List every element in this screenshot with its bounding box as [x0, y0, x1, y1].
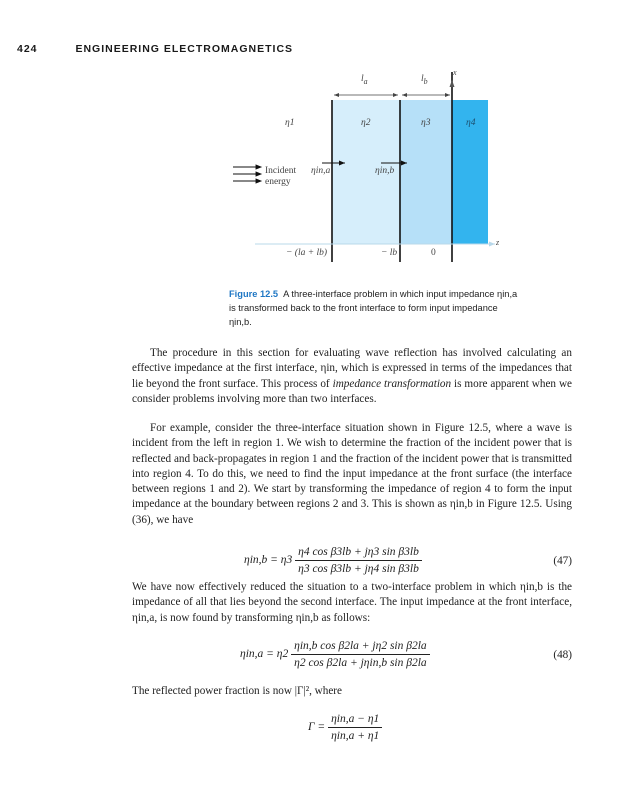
lb-label: $l_b$	[421, 74, 428, 86]
running-header	[17, 43, 293, 55]
region-1-label: η1	[285, 118, 295, 128]
z-axis-label: z	[496, 238, 500, 247]
figure-caption	[229, 287, 519, 329]
equation-gamma: Γ = $\frac{\text{ηin,a − η1}}{\text{ηin,a + η1}}$	[308, 713, 382, 742]
paragraph-4: The reflected power fraction is now |Γ|², where	[132, 685, 342, 697]
paragraph-3: We have now effectively reduced the situation to a two-interface problem in which ηin,b is the impedance of all that lies beyond the second interface. The input impedance at the front interface, ηin,a, is now found by transforming ηin,b as follows:	[132, 581, 572, 624]
equation-47-number: (47)	[553, 555, 572, 567]
x-axis-arrow	[450, 80, 455, 87]
paragraph-1: The procedure in this section for evaluating wave reflection has involved calculating an effective impedance at the first interface, ηin, which is expressed in terms of the impedances that lie beyond the front surface. This process of impedance transformation is more apparent when we consider problems involving more than two interfaces.	[132, 347, 572, 405]
region-2-label: η2	[361, 118, 371, 128]
incident-label-1: Incident	[265, 166, 297, 176]
x-axis-label: x	[453, 68, 457, 77]
equation-48: ηin,a = η2 $\frac{\text{ηin,b cos β2la + jη2 sin β2la}}{\text{η2 cos β2la + jηin,b sin β2la}}$	[240, 640, 430, 669]
position-neg-sum: − (la + lb)	[286, 248, 328, 258]
incident-arrows	[233, 165, 261, 183]
position-neg-lb: − lb	[381, 248, 398, 258]
caption-label: Figure 12.5	[229, 289, 279, 299]
running-title: ENGINEERING ELECTROMAGNETICS	[75, 43, 294, 55]
position-zero: 0	[431, 248, 436, 258]
equation-47: ηin,b = η3 $\frac{\text{η4 cos β3lb + jη3 sin β3lb}}{\text{η3 cos β3lb + jη4 sin β3lb}}$	[244, 546, 422, 575]
caption-text: A three-interface problem in which input impedance ηin,a is transformed back to the front interface to form input impedance ηin,b.	[229, 289, 518, 327]
la-label: $l_a$	[361, 74, 368, 86]
page-number: 424	[17, 43, 38, 55]
eta-in-a-label: ηin,a	[311, 166, 331, 176]
eta-in-b-label: ηin,b	[375, 166, 395, 176]
region-3-label: η3	[421, 118, 431, 128]
equation-48-number: (48)	[553, 649, 572, 661]
paragraph-2: For example, consider the three-interface situation shown in Figure 12.5, where a wave is incident from the left in region 1. We wish to determine the fraction of the incident power that is reflected and back-propagates in region 1 and the fraction of the incident power that is transmitted into region 4. To do this, we need to find the input impedance at the front surface (the interface between regions 1 and 2). We start by transforming the impedance of region 4 to form the input impedance at the boundary between regions 2 and 3. This is shown as ηin,b in Figure 12.5. Using (36), we have	[132, 422, 572, 526]
region-4-label: η4	[466, 118, 476, 128]
figure-12-5	[225, 62, 505, 272]
incident-label-2: energy	[265, 177, 291, 187]
